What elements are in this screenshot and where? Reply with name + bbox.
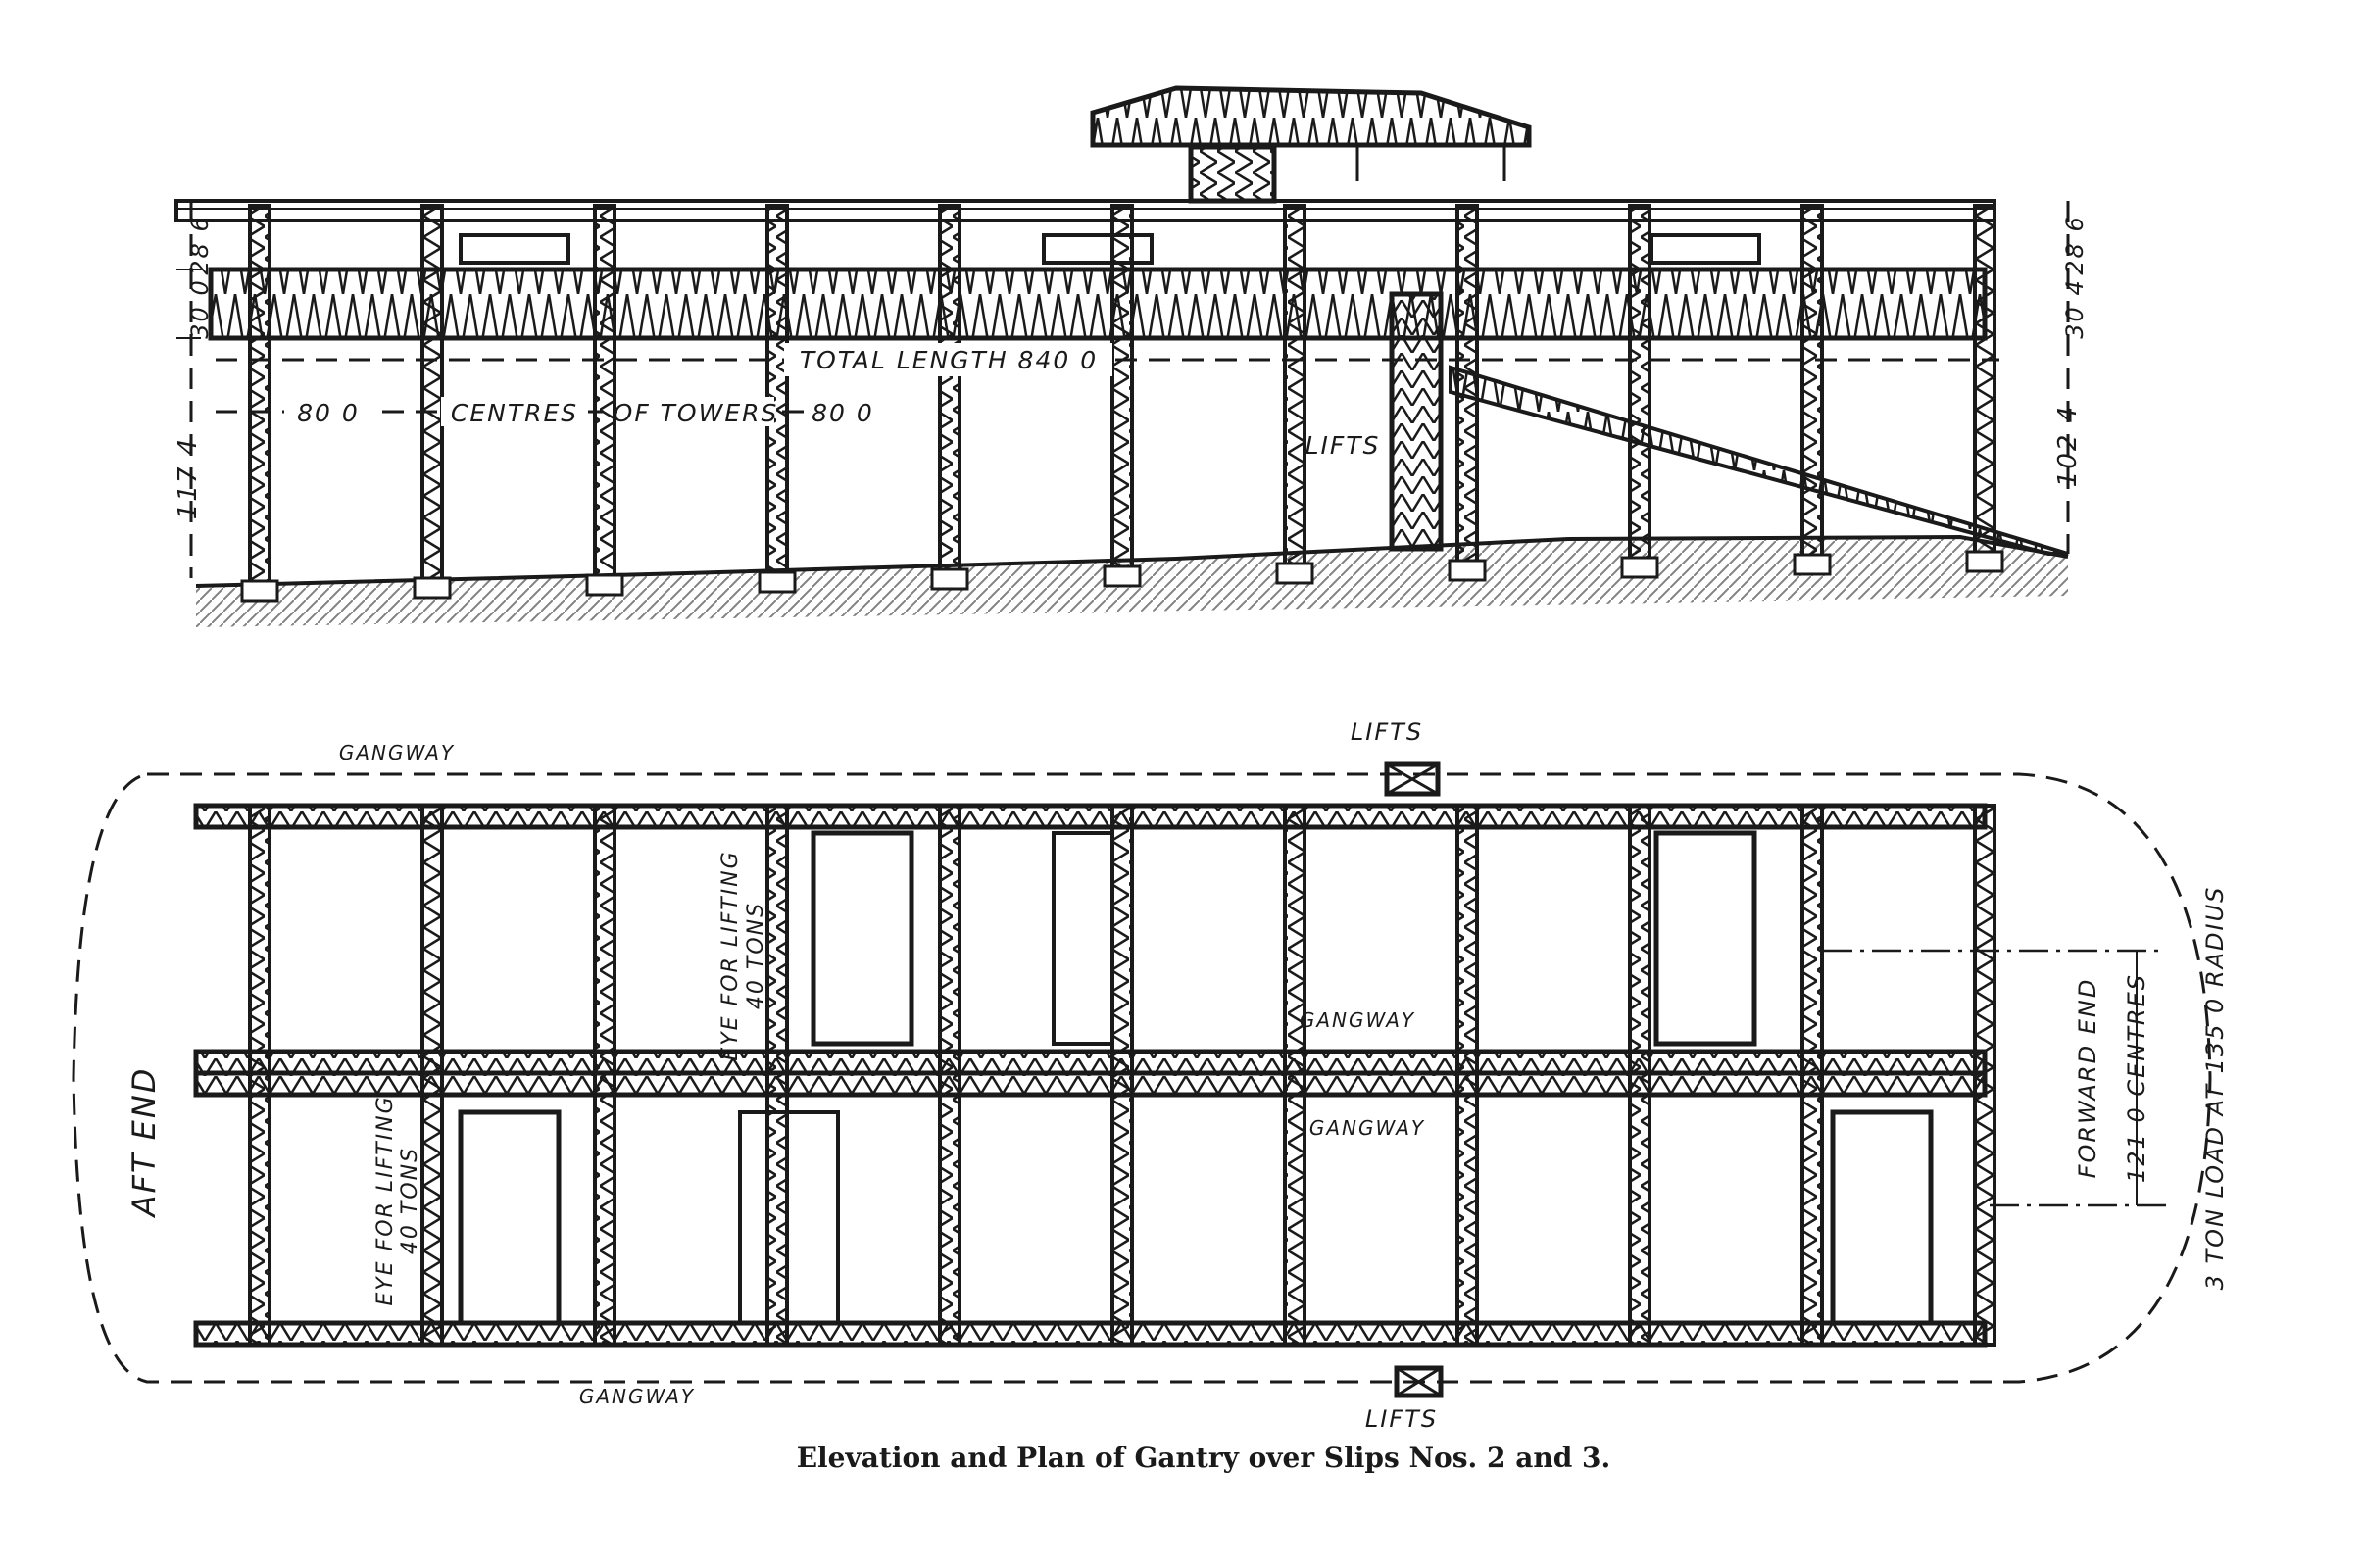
dim-right-top: 28 6 <box>2061 215 2089 275</box>
eye-upper-line1: EYE FOR LIFTING <box>718 850 743 1061</box>
plan-view <box>74 718 2229 1433</box>
figure-caption: Elevation and Plan of Gantry over Slips Nos. 2 and 3. <box>796 1442 1611 1474</box>
elevation-lifts-label: LIFTS <box>1305 431 1381 460</box>
tower-footing <box>1105 566 1140 586</box>
elevation-top-chord <box>176 201 1994 220</box>
plan-column <box>250 806 270 1345</box>
tower-column <box>940 206 960 574</box>
lift-tower <box>1392 294 1441 549</box>
travelling-crane <box>1093 88 1529 201</box>
gangway-top-label: GANGWAY <box>338 741 456 764</box>
tower-footing <box>1795 555 1830 574</box>
centres-label: CENTRES <box>450 399 579 427</box>
crane-radius-label: 3 TON LOAD AT 135 0 RADIUS <box>2201 885 2229 1291</box>
tower-column <box>1285 206 1305 568</box>
tower-footing <box>932 569 967 589</box>
plan-column <box>940 806 960 1345</box>
tower-column <box>767 206 787 577</box>
of-towers-label: OF TOWERS <box>613 399 779 427</box>
bay-left-dim: 80 0 <box>297 399 360 427</box>
gangway-bottom-label: GANGWAY <box>578 1385 696 1408</box>
tower-column <box>1112 206 1132 571</box>
bay-right-dim: 80 0 <box>812 399 874 427</box>
plan-middle-girder-1 <box>196 1052 1985 1073</box>
lifts-top-label: LIFTS <box>1350 718 1424 746</box>
plan-column <box>422 806 442 1345</box>
tower-column <box>422 206 442 583</box>
eye-lower-line1: EYE FOR LIFTING <box>373 1095 398 1306</box>
dim-left-top: 28 6 <box>186 215 214 275</box>
eye-upper-line2: 40 TONS <box>744 901 768 1010</box>
tower-footing <box>242 581 277 601</box>
plan-column <box>1802 806 1822 1345</box>
plan-column <box>1975 806 1994 1345</box>
tower-column <box>1975 206 1994 557</box>
forward-end-label: FORWARD END <box>2074 977 2101 1179</box>
gangway-centre-label-2: GANGWAY <box>1308 1116 1426 1140</box>
tower-column <box>1630 206 1649 563</box>
tower-footing <box>1622 558 1657 577</box>
tower-footing <box>1967 552 2002 571</box>
plan-middle-girder-2 <box>196 1073 1985 1095</box>
eye-lower-line2: 40 TONS <box>398 1146 422 1255</box>
elevation-lattice-girder <box>211 270 1985 338</box>
tower-footing <box>1450 561 1485 580</box>
runway-trolleys <box>461 235 1759 263</box>
aft-end-label: AFT END <box>125 1066 163 1217</box>
plan-column <box>1457 806 1477 1345</box>
centres-121-label: 121 0 CENTRES <box>2123 973 2150 1183</box>
plan-column <box>595 806 615 1345</box>
tower-column <box>1802 206 1822 560</box>
total-length-label: TOTAL LENGTH 840 0 <box>799 346 1099 374</box>
dim-right-height: 102 4 <box>2053 404 2083 488</box>
tower-footing <box>415 578 450 598</box>
gangway-centre-label: GANGWAY <box>1299 1008 1416 1032</box>
plan-column <box>1285 806 1305 1345</box>
plan-bottom-girder <box>196 1323 1985 1345</box>
tower-footing <box>760 572 795 592</box>
plan-column <box>1630 806 1649 1345</box>
tower-column <box>595 206 615 580</box>
tower-footing <box>1277 564 1312 583</box>
tower-column <box>250 206 270 586</box>
dim-right-mid: 30 4 <box>2061 278 2089 339</box>
lifts-bottom-label: LIFTS <box>1364 1405 1439 1433</box>
plan-column <box>767 806 787 1345</box>
dim-left-mid: 30 0 <box>186 278 214 339</box>
elevation-view <box>173 88 2089 627</box>
tower-footing <box>587 575 622 595</box>
plan-top-girder <box>196 806 1985 827</box>
plan-column <box>1112 806 1132 1345</box>
dim-left-height: 117 4 <box>173 436 203 520</box>
